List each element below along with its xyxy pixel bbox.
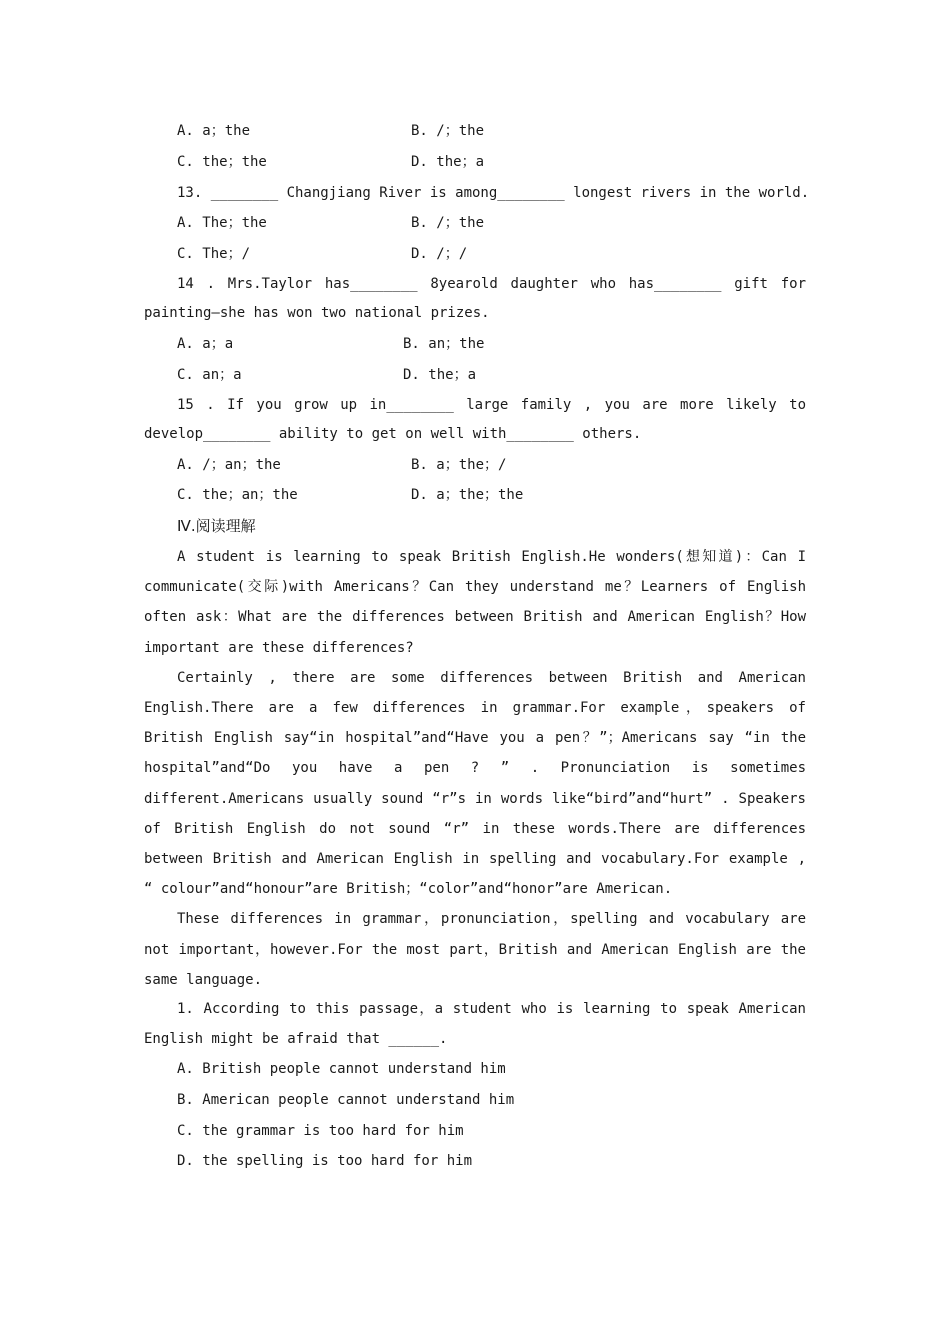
question-1-option-a: A. British people cannot understand him [177, 1061, 506, 1078]
question-1-option-d: D. the spelling is too hard for him [177, 1153, 473, 1170]
q13-option-b: B. /；the [411, 215, 485, 232]
question-1-option-c: C. the grammar is too hard for him [177, 1122, 464, 1139]
q15-options-row2 [144, 480, 806, 511]
q13-option-a: A. The；the [177, 215, 267, 232]
passage-paragraph-2: Certainly , there are some differences between British and American English.There are a few differences in grammar.For example，speakers of British English say“in hospital”and“Have you a pen？”；Americans say “in the hospital”and“Do you have a pen ? ” . Pronunciation is sometimes different.Americans usually sound “r”s in words like“bird”and“hurt” . Speakers of British English do not sound “r” in these words.There are differences between British and American English in spelling and vocabulary.For example , “ colour”and“honour”are British；“color”and“honor”are American. [144, 669, 806, 898]
q12-option-d: D. the；a [411, 153, 485, 170]
q12-option-c: C. the；the [177, 153, 267, 170]
q15-option-c: C. the；an；the [177, 487, 298, 504]
q15-option-d: D. a；the；the [411, 487, 524, 504]
passage-paragraph-3: These differences in grammar，pronunciation，spelling and vocabulary are not important，however.For the most part，British and American English are the same language. [144, 911, 806, 988]
section-heading: Ⅳ.阅读理解 [177, 517, 256, 536]
question-1-stem: 1. According to this passage，a student who is learning to speak American English might be afraid that ______. [144, 1001, 806, 1047]
q13-options-row1 [144, 208, 806, 239]
q15-stem: 15 . If you grow up in________ large family , you are more likely to develop________ ability to get on well with________ others. [144, 396, 806, 443]
q14-options-row2 [144, 360, 806, 391]
q13-option-c: C. The；/ [177, 246, 251, 263]
q14-option-b: B. an；the [403, 335, 485, 352]
q12-options-row2 [144, 147, 806, 178]
q15-options-row1 [144, 450, 806, 481]
q14-option-c: C. an；a [177, 366, 242, 383]
q12-option-a: A. a；the [177, 123, 251, 139]
document-page [144, 116, 810, 1177]
q12-option-b: B. /；the [411, 123, 485, 139]
question-1-option-b: B. American people cannot understand him [177, 1091, 515, 1108]
q15-option-b: B. a；the；/ [411, 456, 507, 473]
q15-option-a: A. /；an；the [177, 456, 281, 473]
q14-stem: 14 . Mrs.Taylor has________ 8yearold daughter who has________ gift for painting—she has won two national prizes. [144, 275, 806, 322]
q13-options-row2 [144, 239, 806, 270]
q14-option-a: A. a；a [177, 335, 234, 352]
passage-paragraph-1: A student is learning to speak British English.He wonders(想知道)：Can I communicate(交际)with Americans？Can they understand me？Learners of English often ask：What are the differences between British and American English？How important are these differences? [144, 548, 806, 656]
q13-stem: 13. ________ Changjiang River is among________ longest rivers in the world. [177, 184, 810, 201]
q14-options-row1 [144, 329, 806, 360]
q13-option-d: D. /；/ [411, 246, 468, 263]
q14-option-d: D. the；a [403, 366, 477, 383]
q12-options-row1 [144, 116, 806, 147]
